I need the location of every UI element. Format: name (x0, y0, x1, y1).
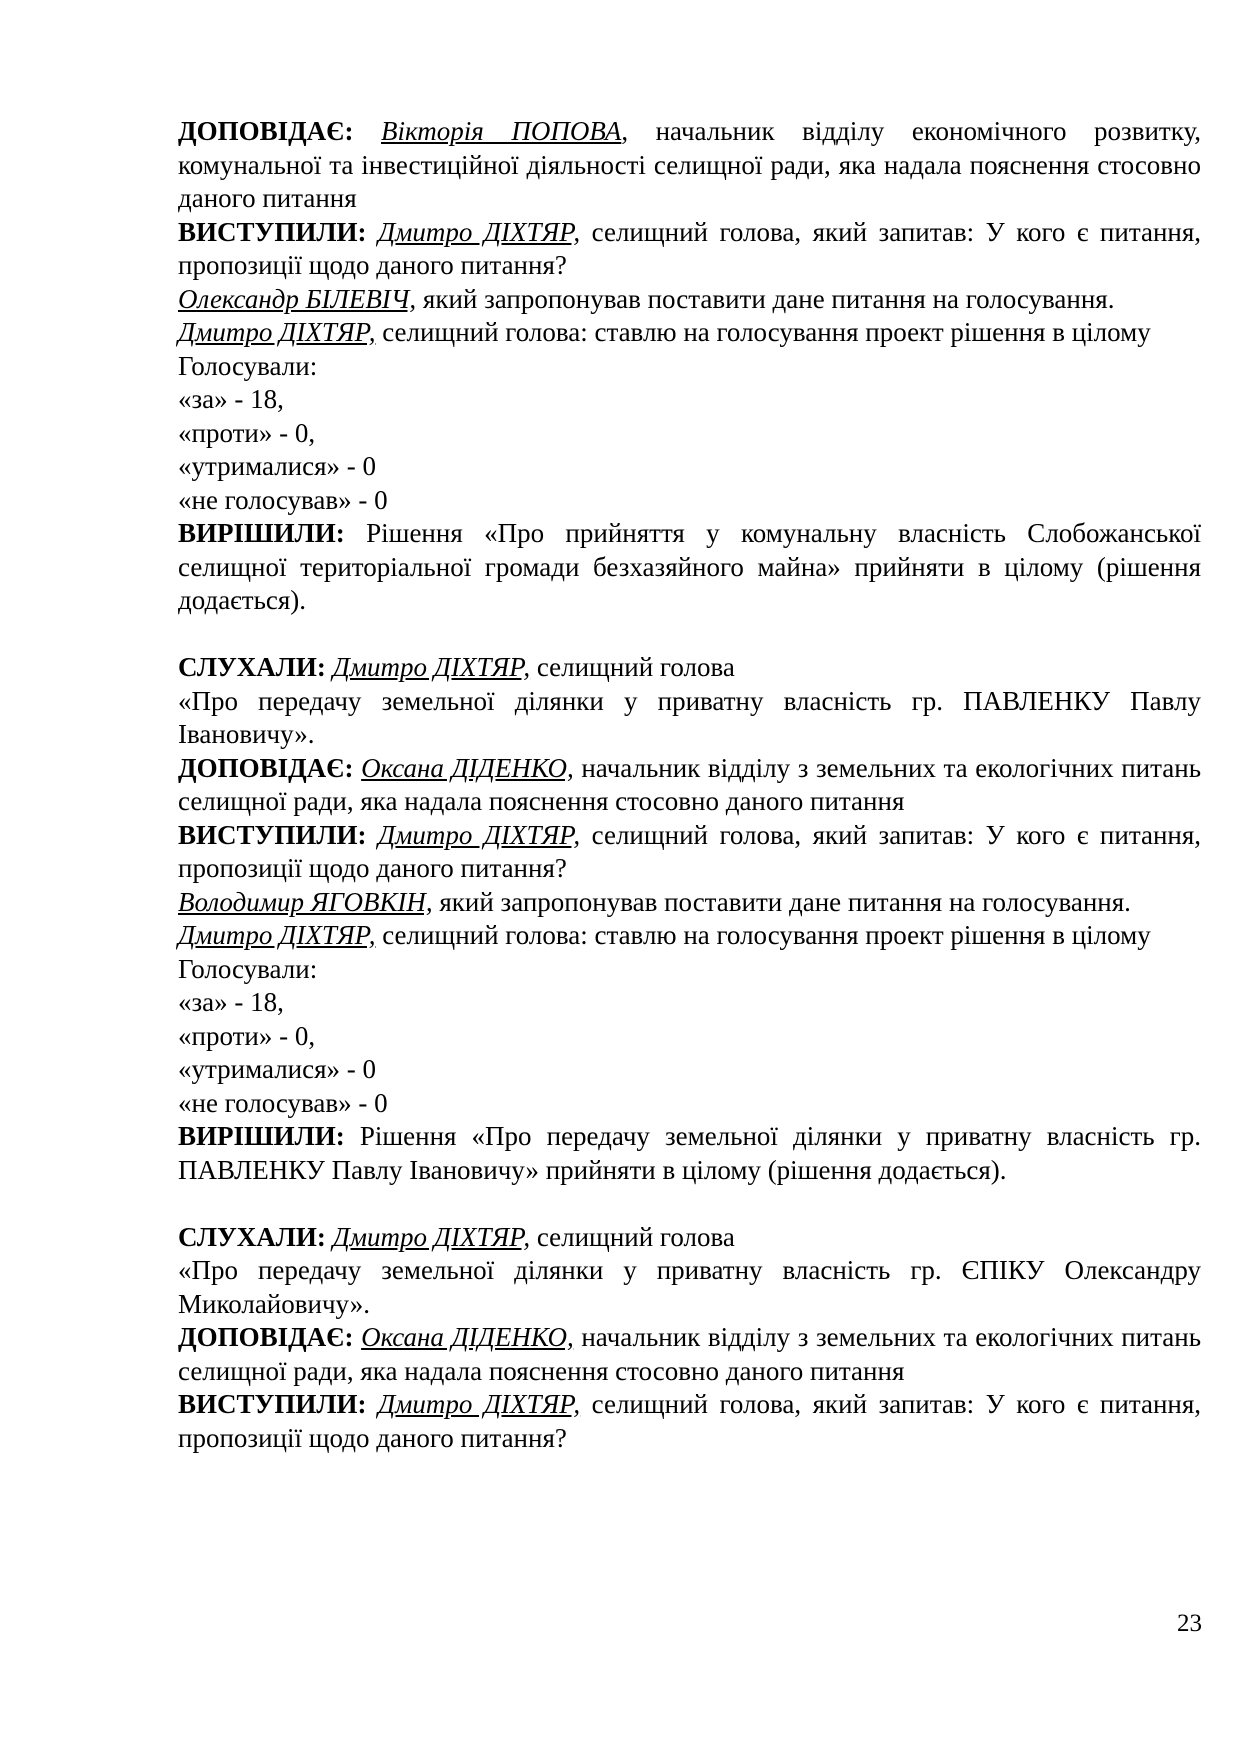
topic-paragraph: «Про передачу земельної ділянки у приватну власність гр. ПАВЛЕНКУ Павлу Івановичу». (178, 685, 1201, 749)
document-body (178, 115, 1201, 1455)
vote-for: «за» - 18, (178, 987, 284, 1017)
proposer-name: Олександр БІЛЕВІЧ, (178, 283, 417, 314)
proposal-paragraph (178, 283, 1201, 317)
reporter-text: , начальник відділу економічного розвитку, комунальної та інвестиційної діяльності селищної ради, яка надала пояснення стосовно даного питання (178, 116, 1201, 213)
speaker-text: селищний голова, який запитав: У кого є питання, пропозиції щодо даного питання? (178, 819, 1202, 883)
reporter-paragraph (178, 752, 1201, 819)
speaker-text: селищний голова, який запитав: У кого є питання, пропозиції щодо даного питання? (178, 1389, 1202, 1453)
speaker-name: Дмитро ДІХТЯР, (377, 1389, 581, 1419)
head-text: селищний голова: ставлю на голосування проект рішення в цілому (375, 920, 1151, 950)
heard-label: СЛУХАЛИ: (178, 652, 326, 682)
reporter-name: Вікторія ПОПОВА (381, 116, 622, 146)
vote-for: «за» - 18, (178, 384, 284, 414)
speakers-label: ВИСТУПИЛИ: (178, 216, 367, 247)
topic-paragraph: «Про передачу земельної ділянки у приватну власність гр. ЄПІКУ Олександру Миколайовичу». (178, 1255, 1201, 1319)
speakers-paragraph (178, 216, 1201, 283)
heard-text: селищний голова (530, 1221, 735, 1252)
vote-not-voted: «не голосував» - 0 (178, 484, 388, 515)
reporter-paragraph (178, 115, 1201, 216)
reporter-text: начальник відділу з земельних та екологічних питань селищної ради, яка надала пояснення стосовно даного питання (178, 1322, 1202, 1386)
vote-not-voted: «не голосував» - 0 (178, 1087, 388, 1118)
reporter-text: начальник відділу з земельних та екологічних питань селищної ради, яка надала пояснення стосовно даного питання (178, 752, 1202, 816)
reporter-label: ДОПОВІДАЄ: (178, 752, 354, 783)
speakers-label: ВИСТУПИЛИ: (178, 819, 367, 850)
speakers-paragraph (178, 1388, 1201, 1455)
heard-paragraph (178, 651, 1201, 685)
proposer-name: Володимир ЯГОВКІН, (178, 886, 433, 917)
vote-against: «проти» - 0, (178, 417, 316, 448)
reporter-label: ДОПОВІДАЄ: (178, 116, 354, 146)
vote-abstained: «утрималися» - 0 (178, 451, 377, 481)
voted-label: Голосували: (178, 350, 318, 381)
decision-paragraph (178, 517, 1201, 618)
head-paragraph (178, 316, 1201, 350)
section-spacer (178, 1187, 1201, 1221)
reporter-name: Оксана ДІДЕНКО, (361, 752, 574, 783)
proposal-text: який запропонував поставити дане питання на голосування. (416, 283, 1115, 314)
reporter-name: Оксана ДІДЕНКО, (361, 1322, 574, 1352)
heard-name: Дмитро ДІХТЯР, (332, 652, 531, 682)
speaker-text: селищний голова, який запитав: У кого є питання, пропозиції щодо даного питання? (178, 216, 1202, 280)
decision-text: Рішення «Про прийняття у комунальну власність Слобожанської селищної територіальної громади безхазяйного майна» прийняти в цілому (рішення додається). (178, 518, 1201, 615)
voted-label: Голосували: (178, 953, 318, 984)
heard-name: Дмитро ДІХТЯР, (332, 1221, 531, 1252)
speaker-name: Дмитро ДІХТЯР, (377, 216, 581, 247)
page-number: 23 (1177, 1610, 1202, 1637)
proposal-paragraph (178, 886, 1201, 920)
section-spacer (178, 618, 1201, 652)
heard-label: СЛУХАЛИ: (178, 1221, 326, 1252)
speakers-paragraph (178, 819, 1201, 886)
head-name: Дмитро ДІХТЯР, (178, 920, 376, 950)
proposal-text: який запропонував поставити дане питання на голосування. (432, 886, 1131, 917)
vote-against: «проти» - 0, (178, 1020, 316, 1051)
heard-text: селищний голова (530, 652, 735, 682)
heard-paragraph (178, 1221, 1201, 1255)
decision-label: ВИРІШИЛИ: (178, 1121, 345, 1151)
speakers-label: ВИСТУПИЛИ: (178, 1389, 367, 1419)
reporter-label: ДОПОВІДАЄ: (178, 1322, 354, 1352)
decision-text: Рішення «Про передачу земельної ділянки у приватну власність гр. ПАВЛЕНКУ Павлу Івановичу» прийняти в цілому (рішення додається). (178, 1121, 1201, 1185)
head-paragraph (178, 919, 1201, 953)
head-name: Дмитро ДІХТЯР, (178, 317, 376, 347)
vote-abstained: «утрималися» - 0 (178, 1054, 377, 1084)
decision-label: ВИРІШИЛИ: (178, 518, 345, 548)
decision-paragraph (178, 1120, 1201, 1187)
reporter-paragraph (178, 1321, 1201, 1388)
speaker-name: Дмитро ДІХТЯР, (377, 819, 581, 850)
head-text: селищний голова: ставлю на голосування проект рішення в цілому (375, 317, 1151, 347)
